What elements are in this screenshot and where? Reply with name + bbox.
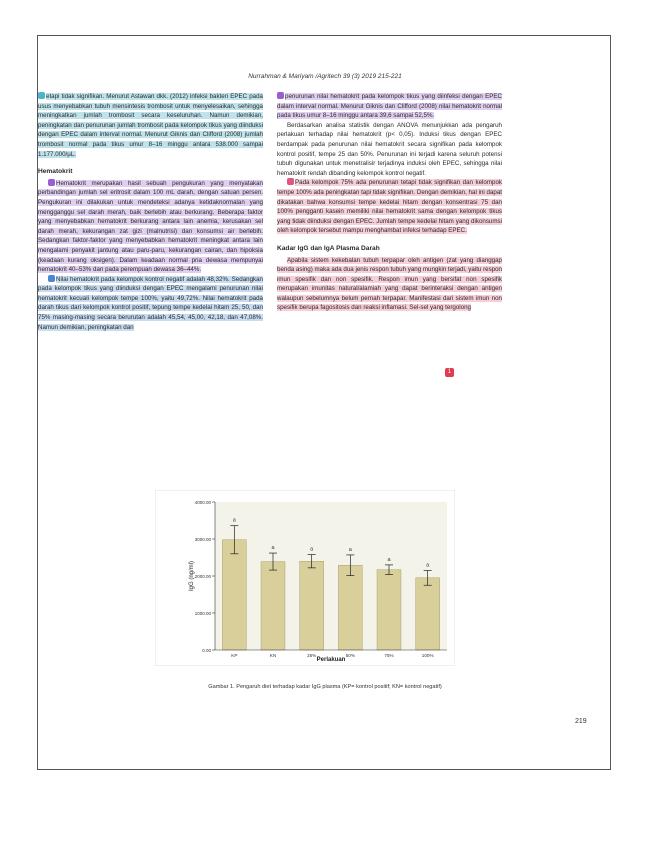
x-tick-label: KN bbox=[269, 653, 277, 658]
highlighted-paragraph: Nilai hematokrit pada kelompok kontrol negatif adalah 48,32%. Sedangkan pada kelompok tikus yang diinduksi dengan EPEC mengalami penurunan nilai hematokrit kecuali kelompok tempe 100%, yaitu 49,72%. Nilai hematokrit pada darah tikus dari kelompok kontrol positif, tepung tempe kedelai hitam 25, 50, dan 75% masing-masing secara berurutan adalah 45,54, 45,00, 42,18, dan 47,08%. Namun demikian, peningkatan dan bbox=[38, 275, 263, 331]
highlighted-paragraph: Hematokrit merupakan hasil sebuah pengukuran yang menyatakan perbandingan jumlah sel eritrosit dalam 100 mL darah, dengan satuan persen. Pengukuran ini dilakukan untuk mendeteksi adanya ketidaknormalan yang mengganggu sel darah merah, baik berlebih atau berkurang. Beberapa faktor yang menyebabkan hematokrit berkurang antara lain anemia, kerusakan sel darah merah, kekurangan zat gizi (malnutrisi) dan konsumsi air berlebih. Sedangkan faktor-faktor yang menyebabkan hematokrit meningkat antara lain mengalami penyakit jantung atau paru-paru, kekurangan cairan, dan hipoksia (keadaan kurang oksigen). Dalam keadaan normal pria dewasa mempunyai hematokrit 40–53% dan pada perempuan dewasa 36–44%. bbox=[38, 179, 263, 274]
right-column bbox=[277, 92, 502, 313]
left-column bbox=[38, 92, 263, 332]
x-tick-label: 25% bbox=[307, 653, 317, 658]
plot-area bbox=[215, 502, 447, 650]
y-tick-label: 4000.00 bbox=[194, 500, 211, 505]
significance-letter: a bbox=[387, 556, 391, 563]
bar bbox=[416, 578, 440, 650]
annotation-marker-icon[interactable] bbox=[287, 178, 294, 185]
annotation-marker-icon[interactable] bbox=[277, 92, 284, 99]
paragraph bbox=[38, 92, 263, 159]
paragraph bbox=[277, 92, 502, 121]
y-tick-label: 2000.00 bbox=[194, 574, 211, 579]
x-tick-label: 100% bbox=[421, 653, 434, 658]
significance-letter: a bbox=[271, 545, 275, 552]
igg-bar-chart bbox=[155, 490, 455, 666]
x-axis-label: Perlakuan bbox=[316, 657, 346, 663]
paragraph bbox=[38, 275, 263, 333]
annotation-marker-icon[interactable] bbox=[48, 275, 55, 282]
paragraph: Berdasarkan analisa statistik dengan ANOVA menunjukkan ada pengaruh perlakuan terhadap nilai hematokrit (p< 0,05). Induksi tikus dengan EPEC berdampak pada penurunan nilai hematokrit secara signifikan pada kelompok kontrol positif, tempe 25 dan 50%. Penurunan ini terjadi karena seluruh potensi tubuh digunakan untuk menetralisir terjadinya induksi oleh EPEC, sehingga nilai hematokrit rendah dibanding kelompok kontrol negatif. bbox=[277, 121, 502, 177]
significance-letter: a bbox=[426, 562, 430, 569]
paragraph bbox=[277, 178, 502, 236]
bar bbox=[338, 565, 362, 650]
significance-letter: a bbox=[232, 517, 236, 524]
y-tick-label: 0.00 bbox=[202, 648, 211, 653]
highlighted-paragraph: penurunan nilai hematokrit pada kelompok tikus yang diinfeksi dengan EPEC dalam interval normal. Menurut Giknis dan Clifford (2008) nilai hematokrit normal pada tikus umur 8–16 minggu antara 39,6 sampai 52,5%. bbox=[277, 93, 502, 120]
page-number: 219 bbox=[575, 718, 587, 725]
significance-letter: a bbox=[348, 546, 352, 553]
bar bbox=[377, 570, 401, 650]
x-tick-label: KP bbox=[231, 653, 238, 658]
comment-badge[interactable]: 1 bbox=[445, 368, 454, 377]
annotation-marker-icon[interactable] bbox=[38, 92, 45, 99]
paragraph bbox=[277, 256, 502, 314]
bar bbox=[222, 540, 246, 650]
bar bbox=[261, 562, 285, 650]
significance-letter: a bbox=[310, 546, 314, 553]
y-axis-label: IgG (ng/ml) bbox=[189, 560, 195, 592]
highlighted-paragraph: etapi tidak signifikan. Menurut Astawan dkk. (2012) infeksi bakteri EPEC pada usus menyebabkan tubuh mensintesis trombosit untuk menyelesaikan, sehingga meningkatkan jumlah trombosit secara keseluruhan. Namun demikian, peningkatan dan penurunan jumlah trombosit pada kelompok tikus yang diinduksi dengan EPEC dalam interval normal. Menurut Giknis dan Clifford (2008) jumlah trombosit normal pada tikus umur 8–16 minggu antara 538.000 sampai 1.177.000/µL. bbox=[38, 93, 263, 158]
paragraph bbox=[38, 179, 263, 275]
section-heading-igg: Kadar IgG dan IgA Plasma Darah bbox=[277, 244, 380, 252]
highlighted-paragraph: Apabila sistem kekebalan tubuh terpapar oleh antigen (zat yang dianggap benda asing) maka ada dua jenis respon tubuh yang mungkin terjadi, yaitu respon imun spesifik dan non spesifik. Respon imun yang bersifat non spesifik merupakan imunitas natural/alamiah yang dapat berinteraksi dengan antigen walaupun sebelumnya belum pernah terpapar. Manifestasi dari sistem imun non spesifik berupa fagositosis dan reaksi inflamasi. Sel-sel yang tergolong bbox=[277, 256, 502, 312]
running-header: Nurrahman & Mariyam /Agritech 39 (3) 2019 215-221 bbox=[248, 73, 402, 80]
bar bbox=[300, 561, 324, 650]
x-tick-label: 50% bbox=[345, 653, 355, 658]
highlighted-paragraph: Pada kelompok 75% ada penurunan tetapi tidak signifikan dan kelompok tempe 100% ada peningkatan tapi tidak signifikan. Dengan demikian, hal ini dapat dikatakan bahwa konsumsi tempe kedelai hitam dengan konsentrasi 75 dan 100% pengganti kasein memiliki nilai hematokrit sama dengan kelompok tikus yang tidak diinduksi dengan EPEC. Jumlah tempe kedelai hitam yang dikonsumsi oleh kelompok tersebut mampu menghambat infeksi terhadap EPEC. bbox=[277, 179, 502, 235]
section-heading-hematokrit: Hematokrit bbox=[38, 168, 73, 176]
x-tick-label: 75% bbox=[384, 653, 394, 658]
figure-caption: Gambar 1. Pengaruh diet terhadap kadar IgG plasma (KP= kontrol positif; KN= kontrol negatif) bbox=[208, 684, 442, 690]
y-tick-label: 1000.00 bbox=[194, 611, 211, 616]
y-tick-label: 3000.00 bbox=[194, 537, 211, 542]
annotation-marker-icon[interactable] bbox=[48, 179, 55, 186]
